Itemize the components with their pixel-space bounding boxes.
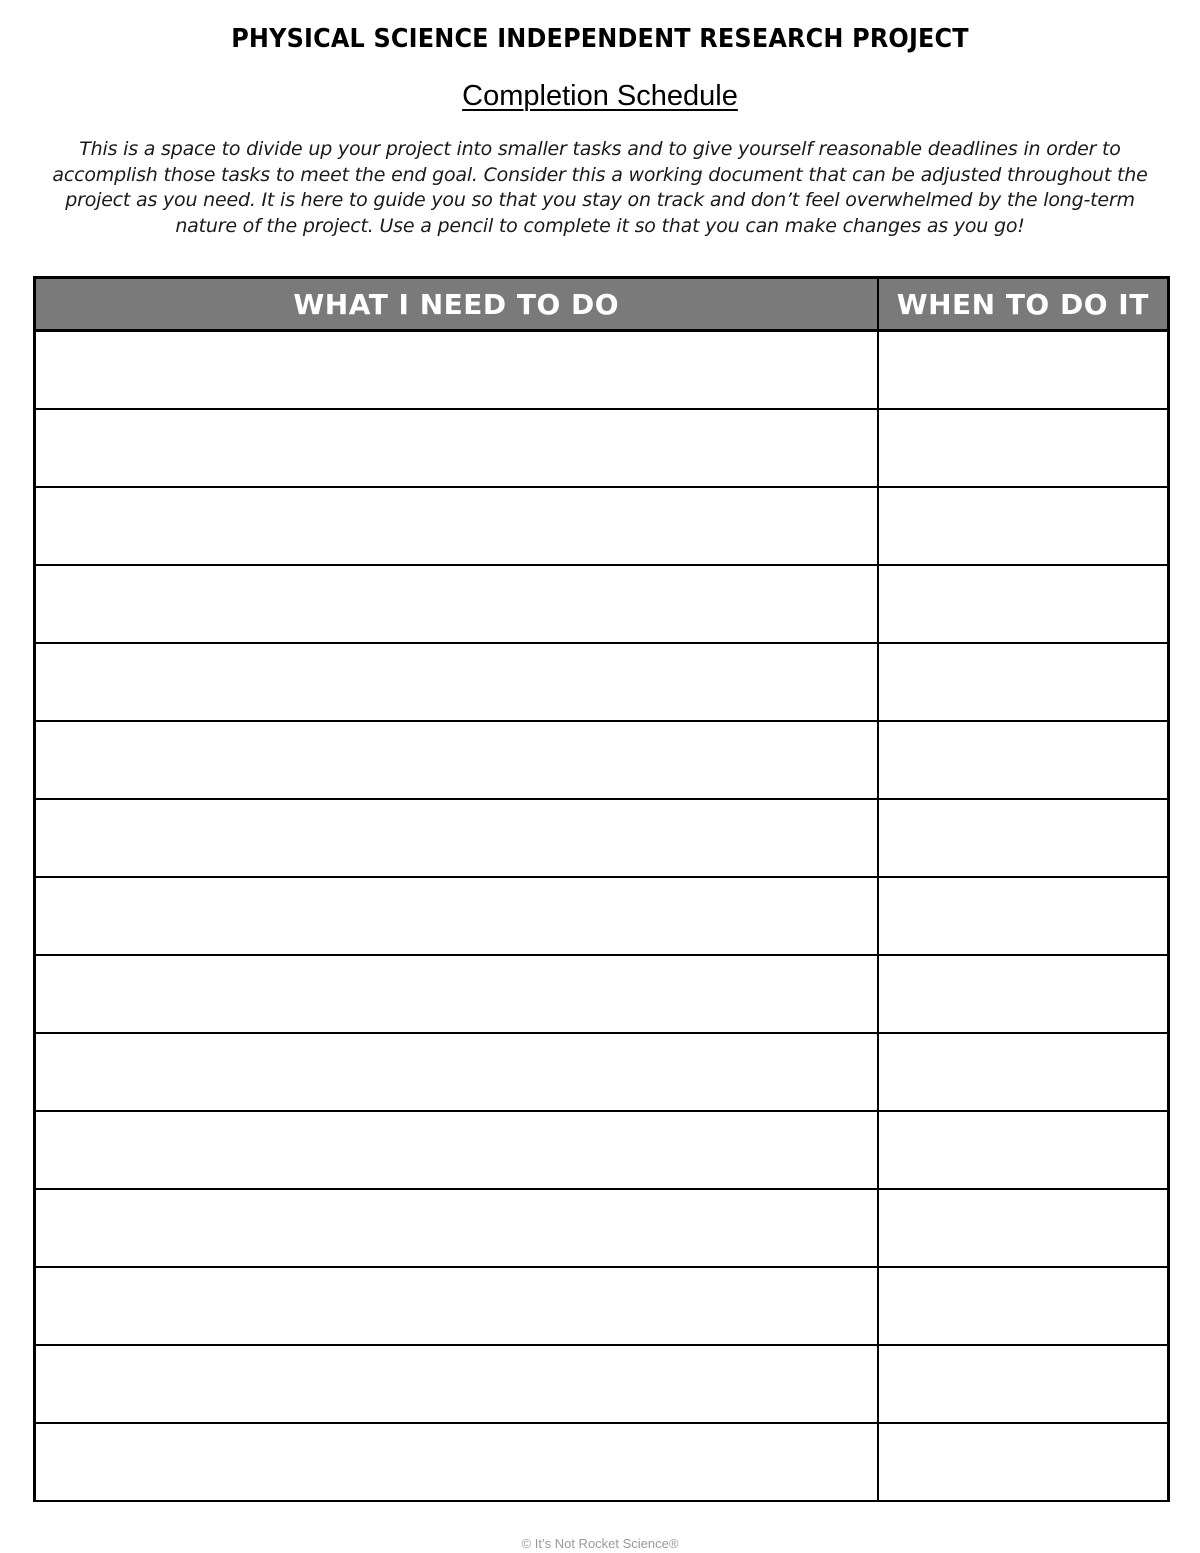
- task-cell[interactable]: [35, 643, 878, 721]
- table-row: [35, 1345, 1169, 1423]
- deadline-cell[interactable]: [878, 409, 1169, 487]
- task-cell[interactable]: [35, 1345, 878, 1423]
- deadline-cell[interactable]: [878, 799, 1169, 877]
- copyright-footer: © It’s Not Rocket Science®: [521, 1536, 679, 1551]
- table-row: [35, 1267, 1169, 1345]
- deadline-cell[interactable]: [878, 1267, 1169, 1345]
- table-header-row: [35, 278, 1169, 331]
- task-cell[interactable]: [35, 487, 878, 565]
- task-cell[interactable]: [35, 1267, 878, 1345]
- column-header-task: WHAT I NEED TO DO: [35, 278, 878, 331]
- task-cell[interactable]: [35, 877, 878, 955]
- table-row: [35, 331, 1169, 410]
- deadline-cell[interactable]: [878, 721, 1169, 799]
- table-row: [35, 1189, 1169, 1267]
- table-row: [35, 409, 1169, 487]
- table-row: [35, 1033, 1169, 1111]
- deadline-cell[interactable]: [878, 1189, 1169, 1267]
- deadline-cell[interactable]: [878, 955, 1169, 1033]
- task-cell[interactable]: [35, 565, 878, 643]
- column-header-deadline: WHEN TO DO IT: [878, 278, 1169, 331]
- table-row: [35, 955, 1169, 1033]
- deadline-cell[interactable]: [878, 487, 1169, 565]
- deadline-cell[interactable]: [878, 1423, 1169, 1501]
- table-row: [35, 877, 1169, 955]
- task-cell[interactable]: [35, 955, 878, 1033]
- deadline-cell[interactable]: [878, 1345, 1169, 1423]
- task-cell[interactable]: [35, 1423, 878, 1501]
- deadline-cell[interactable]: [878, 1111, 1169, 1189]
- page-title: PHYSICAL SCIENCE INDEPENDENT RESEARCH PROJECT: [231, 24, 969, 54]
- task-cell[interactable]: [35, 1033, 878, 1111]
- table-row: [35, 643, 1169, 721]
- deadline-cell[interactable]: [878, 331, 1169, 410]
- table-row: [35, 721, 1169, 799]
- table-row: [35, 487, 1169, 565]
- table-row: [35, 1423, 1169, 1501]
- task-cell[interactable]: [35, 331, 878, 410]
- page-subtitle: Completion Schedule: [462, 80, 738, 112]
- table-row: [35, 799, 1169, 877]
- deadline-cell[interactable]: [878, 565, 1169, 643]
- deadline-cell[interactable]: [878, 877, 1169, 955]
- intro-text: This is a space to divide up your project into smaller tasks and to give yourself reasonable deadlines in order to accomplish those tasks to meet the end goal. Consider this a working document that can be adjusted throughout the project as you need. It is here to guide you so that you stay on track and don’t feel overwhelmed by the long-term nature of the project. Use a pencil to complete it so that you can make changes as you go!: [52, 138, 1148, 237]
- table-row: [35, 1111, 1169, 1189]
- task-cell[interactable]: [35, 1189, 878, 1267]
- task-cell[interactable]: [35, 409, 878, 487]
- task-cell[interactable]: [35, 799, 878, 877]
- completion-schedule-table: [33, 276, 1170, 1502]
- task-cell[interactable]: [35, 721, 878, 799]
- table-row: [35, 565, 1169, 643]
- deadline-cell[interactable]: [878, 1033, 1169, 1111]
- deadline-cell[interactable]: [878, 643, 1169, 721]
- task-cell[interactable]: [35, 1111, 878, 1189]
